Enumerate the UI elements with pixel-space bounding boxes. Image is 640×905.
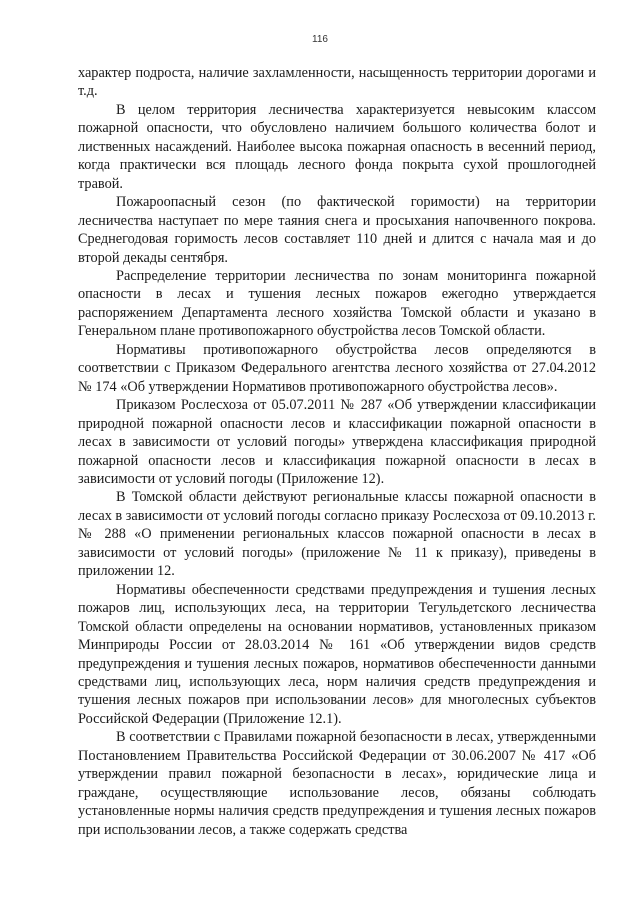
- paragraph-fire-standards: Нормативы противопожарного обустройства лесов определяются в соответствии с Приказом Федерального агентства лесного хозяйства от 27.04.2012 № 174 «Об утверждении Нормативов противопожарного обустройства лесов».: [78, 341, 596, 395]
- paragraph-regional-classes: В Томской области действуют региональные классы пожарной опасности в лесах в зависимости от условий погоды согласно приказу Рослесхоза от 09.10.2013 г. № 288 «О применении региональных классов пожарной опасности в лесах в зависимости от условий погоды» (приложение № 11 к приказу), приведены в приложении 12.: [78, 489, 596, 580]
- page-number: 116: [312, 34, 328, 45]
- paragraph-fire-safety-rules: В соответствии с Правилами пожарной безопасности в лесах, утвержденными Постановлением Правительства Российской Федерации от 30.06.2007 № 417 «Об утверждении правил пожарной безопасности в лесах», юридические лица и граждане, осуществляющие использование лесов, обязаны соблюдать установленные нормы наличия средств предупреждения и тушения лесных пожаров при использовании лесов, а также содержать средства: [78, 729, 596, 838]
- paragraph-equipment-norms: Нормативы обеспеченности средствами предупреждения и тушения лесных пожаров лиц, использующих леса, на территории Тегульдетского лесничества Томской области определены на основании нормативов, установленных приказом Минприроды России от 28.03.2014 № 161 «Об утверждении видов средств предупреждения и тушения лесных пожаров, нормативов обеспеченности данными средствами лиц, использующих леса, норм наличия средств предупреждения и тушения лесных пожаров при использовании лесов» для многолесных субъектов Российской Федерации (Приложение 12.1).: [78, 581, 596, 727]
- paragraph-fire-season: Пожароопасный сезон (по фактической горимости) на территории лесничества наступает по мере таяния снега и просыхания напочвенного покрова. Среднегодовая горимость лесов составляет 110 дней и длится с начала мая и до второй декады сентября.: [78, 194, 596, 266]
- paragraph-fire-danger-class: В целом территория лесничества характеризуется невысоким классом пожарной опасности, что обусловлено наличием большого количества болот и лиственных насаждений. Наиболее высока пожарная опасность в весенний период, когда практически вся площадь лесного фонда покрыта сухой прошлогодней травой.: [78, 101, 596, 192]
- document-body: [78, 64, 596, 839]
- paragraph-monitoring-zones: Распределение территории лесничества по зонам мониторинга пожарной опасности в лесах и тушения лесных пожаров ежегодно утверждается распоряжением Департамента лесного хозяйства Томской области и указано в Генеральном плане противопожарного обустройства лесов Томской области.: [78, 267, 596, 340]
- paragraph-continuation: характер подроста, наличие захламленности, насыщенность территории дорогами и т.д.: [78, 65, 596, 100]
- paragraph-rosleshoz-287: Приказом Рослесхоза от 05.07.2011 № 287 «Об утверждении классификации природной пожарной опасности лесов и классификации пожарной опасности в лесах в зависимости от условий погоды» утверждена классификация природной пожарной опасности лесов и классификация пожарной опасности в лесах в зависимости от условий погоды (Приложение 12).: [78, 397, 596, 487]
